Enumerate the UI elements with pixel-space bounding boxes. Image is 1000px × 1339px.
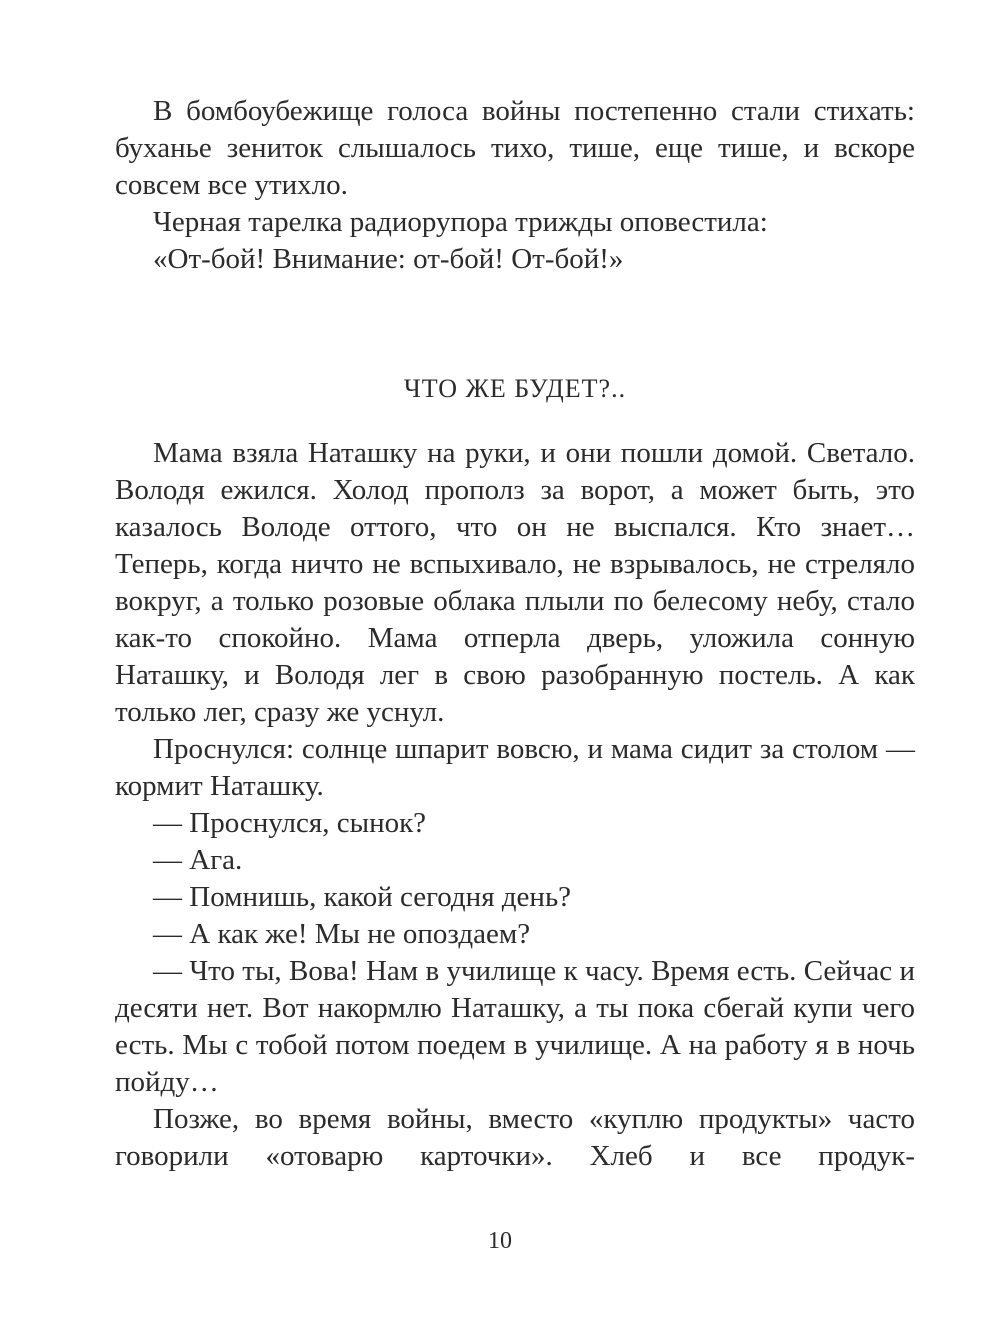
dialogue-line-5: — Что ты, Вова! Нам в училище к часу. Время есть. Сейчас и десяти нет. Вот накормлю Наташку, а ты пока сбегай купи чего есть. Мы с тобой потом поедем в училище. А на работу я в ночь пойду… <box>115 955 915 1098</box>
dialogue-line-4: — А как же! Мы не опоздаем? <box>153 918 531 950</box>
chapter-title: ЧТО ЖЕ БУДЕТ?.. <box>403 374 627 403</box>
intro-paragraph-1: В бомбоубежище голоса войны постепенно стали стихать: буханье зениток слышалось тихо, тише, еще тише, и вскоре совсем все утихло. <box>115 95 915 201</box>
dialogue-line-3: — Помнишь, какой сегодня день? <box>153 881 572 913</box>
intro-paragraph-3: «От-бой! Внимание: от-бой! От-бой!» <box>153 243 624 275</box>
page-number: 10 <box>488 1228 512 1254</box>
chapter-paragraph-2: Проснулся: солнце шпарит вовсю, и мама сидит за столом — кормит Наташку. <box>115 733 915 802</box>
dialogue-line-2: — Ага. <box>153 844 243 876</box>
intro-paragraph-2: Черная тарелка радиорупора трижды оповестила: <box>153 206 768 238</box>
book-page <box>115 93 915 1175</box>
dialogue-line-1: — Проснулся, сынок? <box>153 807 427 839</box>
chapter-paragraph-1: Мама взяла Наташку на руки, и они пошли домой. Светало. Володя ежился. Холод прополз за ворот, а может быть, это казалось Володе оттого, что он не выспался. Кто знает… Теперь, когда ничто не вспыхивало, не взрывалось, не стреляло вокруг, а только розовые облака плыли по белесому небу, стало как-то спокойно. Мама отперла дверь, уложила сонную Наташку, и Володя лег в свою разобранную постель. А как только лег, сразу же уснул. <box>115 437 915 728</box>
chapter-paragraph-last: Позже, во время войны, вместо «куплю продукты» часто говорили «отоварю карточки». Хлеб и все продук- <box>115 1103 915 1172</box>
